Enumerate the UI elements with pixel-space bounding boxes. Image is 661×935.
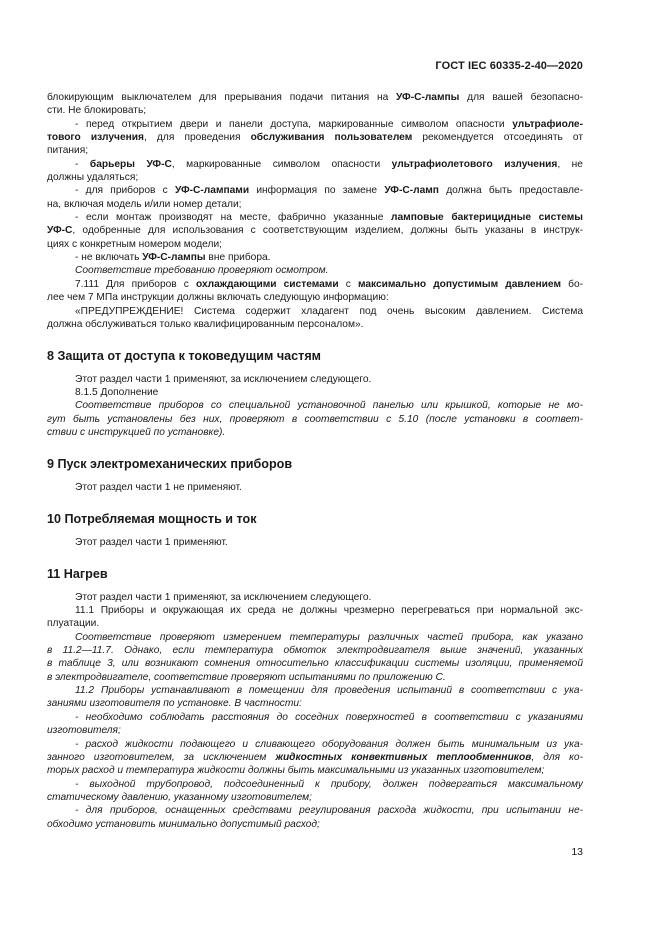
text-segment: рекомендуется отсоединять от	[412, 132, 583, 144]
text-line	[47, 278, 583, 291]
text-line	[47, 804, 583, 817]
text-segment: обслуживания пользователем	[250, 132, 413, 144]
text-segment: должны удаляться;	[47, 172, 139, 184]
text-line	[47, 818, 583, 831]
text-line	[47, 104, 583, 117]
text-line	[47, 171, 583, 184]
text-segment: - не включать	[75, 252, 143, 264]
text-segment: гут быть установлены без них, проверяют в соответствии с 5.10 (после установки в соответ-	[47, 413, 583, 425]
text-line	[47, 671, 583, 684]
text-line	[47, 118, 583, 131]
text-segment: - необходимо соблюдать расстояния до соседних поверхностей в соответствии с указаниями	[75, 711, 583, 723]
paragraph	[47, 158, 583, 185]
text-segment: - перед открытием двери и панели доступа, маркированные символом опасности	[75, 118, 513, 130]
text-segment: на, включая модель и/или номер детали;	[47, 198, 242, 210]
text-segment: должна быть предоставле-	[438, 185, 583, 197]
text-segment: для вашей безопасно-	[459, 92, 583, 103]
paragraph	[47, 118, 583, 158]
page-number: 13	[571, 846, 583, 858]
text-line	[47, 426, 583, 439]
text-segment: «ПРЕДУПРЕЖДЕНИЕ! Система содержит хладагент под очень высоким давлением. Система	[75, 305, 583, 317]
text-line	[47, 657, 583, 670]
text-line	[47, 305, 583, 318]
text-line	[47, 536, 583, 549]
text-line	[47, 697, 583, 710]
text-segment: - для приборов, оснащенных средствами регулирования расхода жидкости, при испытании не-	[75, 805, 583, 817]
text-segment: УФ-С-лампами	[175, 185, 250, 197]
paragraph	[47, 684, 583, 711]
text-segment: УФ-С-лампы	[396, 92, 460, 103]
text-segment: обходимо установить минимально допустимый расход;	[47, 818, 320, 830]
paragraph	[47, 251, 583, 264]
text-segment: ультрафиолетового излучения	[391, 158, 558, 170]
text-segment: - выходной трубопровод, подсоединенный к прибору, должен подвергаться максимальному	[75, 778, 583, 790]
text-segment: 8.1.5 Дополнение	[75, 387, 159, 399]
section-heading: 10 Потребляемая мощность и ток	[47, 511, 257, 526]
paragraph	[47, 278, 583, 305]
paragraph	[47, 591, 583, 604]
text-segment: -	[75, 158, 90, 170]
text-segment: УФ-С	[47, 225, 73, 237]
text-line	[47, 684, 583, 697]
text-segment: заниями изготовителя по установке. В частности:	[47, 698, 302, 710]
text-segment: блокирующим выключателем для прерывания подачи питания на	[47, 92, 397, 103]
section-heading: 9 Пуск электромеханических приборов	[47, 457, 293, 472]
text-segment: максимально допустимым давлением	[357, 278, 561, 290]
text-segment: ультрафиоле-	[512, 118, 583, 130]
document-body	[47, 91, 583, 831]
text-segment: занного изготовителем, за исключением	[47, 751, 276, 763]
text-line	[47, 604, 583, 617]
paragraph	[47, 536, 583, 549]
text-line	[47, 238, 583, 251]
section-heading: 11 Нагрев	[47, 566, 108, 581]
text-line	[47, 211, 583, 224]
text-line	[47, 711, 583, 724]
section-heading: 8 Защита от доступа к токоведущим частям	[47, 348, 321, 363]
text-segment: плуатации.	[47, 618, 100, 630]
text-line	[47, 724, 583, 737]
paragraph	[47, 386, 583, 399]
text-line	[47, 184, 583, 197]
text-segment: 11.2 Приборы устанавливают в помещении для проведения испытаний в соответствии с ука-	[75, 685, 583, 697]
paragraph	[47, 264, 583, 277]
text-segment: сти. Не блокировать;	[47, 105, 147, 117]
text-segment: Этот раздел части 1 применяют, за исключением следующего.	[75, 373, 372, 385]
text-segment: барьеры УФ-С	[89, 158, 172, 170]
text-line	[47, 131, 583, 144]
text-segment: торых расход и температура жидкости должны быть максимальными из указанных изготовителем;	[47, 765, 545, 777]
text-line	[47, 644, 583, 657]
text-segment: , одобренные для использования с соответствующим изделием, должны быть указаны в инструк-	[72, 225, 583, 237]
text-segment: Соответствие проверяют измерением температуры различных частей прибора, как указано	[75, 631, 583, 643]
document-header-title: ГОСТ IEC 60335-2-40—2020	[435, 60, 583, 72]
text-segment: , не	[557, 158, 583, 170]
text-segment: вне прибора.	[205, 252, 271, 264]
text-segment: ламповые бактерицидные системы	[391, 212, 583, 224]
paragraph	[47, 305, 583, 332]
text-line	[47, 413, 583, 426]
text-segment: должна обслуживаться только квалифицированным персоналом».	[47, 318, 364, 330]
text-line	[47, 291, 583, 304]
text-segment: УФ-С-лампы	[142, 252, 206, 264]
text-segment: ствии с инструкцией по установке).	[47, 427, 226, 439]
text-line	[47, 778, 583, 791]
paragraph	[47, 804, 583, 831]
paragraph	[47, 738, 583, 778]
text-segment: информация по замене	[249, 185, 385, 197]
paragraph	[47, 91, 583, 118]
text-line	[47, 373, 583, 386]
paragraph	[47, 184, 583, 211]
text-segment: 11.1 Приборы и окружающая их среда не должны чрезмерно перегреваться при нормальной экс-	[75, 605, 583, 617]
paragraph	[47, 399, 583, 439]
text-segment: УФ-С-ламп	[384, 185, 439, 197]
text-line	[47, 791, 583, 804]
text-segment: циях с конкретным номером модели;	[47, 238, 222, 250]
text-line	[47, 591, 583, 604]
text-segment: в 11.2—11.7. Однако, если температура обмоток электродвигателя выше значений, указанных	[47, 645, 583, 657]
text-line	[47, 386, 583, 399]
text-segment: Соответствие приборов со специальной установочной панелью или крышкой, которые не мо-	[75, 400, 583, 412]
text-line	[47, 631, 583, 644]
text-segment: охлаждающими системами	[196, 278, 339, 290]
text-segment: питания;	[47, 145, 89, 157]
text-segment: Этот раздел части 1 применяют.	[75, 536, 228, 548]
text-line	[47, 198, 583, 211]
text-line	[47, 764, 583, 777]
text-line	[47, 224, 583, 237]
text-line	[47, 738, 583, 751]
text-segment: , для ко-	[531, 751, 583, 763]
text-segment: изготовителя;	[47, 725, 121, 737]
paragraph	[47, 711, 583, 738]
text-line	[47, 617, 583, 630]
text-segment: , маркированные символом опасности	[171, 158, 392, 170]
text-segment: 7.111 Для приборов с	[75, 278, 197, 290]
paragraph	[47, 211, 583, 251]
text-line	[47, 264, 583, 277]
text-line	[47, 144, 583, 157]
text-segment: Этот раздел части 1 применяют, за исключением следующего.	[75, 591, 372, 603]
text-segment: лее чем 7 МПа инструкции должны включать следующую информацию:	[47, 292, 389, 304]
text-line	[47, 91, 583, 104]
text-line	[47, 251, 583, 264]
text-segment: тового излучения	[47, 132, 144, 144]
paragraph	[47, 778, 583, 805]
text-segment: жидкостных конвективных теплообменников	[275, 751, 532, 763]
text-line	[47, 318, 583, 331]
text-segment: в таблице 3, или возникают сомнения относительно классификации системы изоляции, применяемой	[47, 658, 583, 670]
text-segment: в электродвигателе, соответствие проверяют испытаниями по приложению С.	[47, 671, 446, 683]
paragraph	[47, 481, 583, 494]
text-segment: , для проведения	[144, 132, 251, 144]
text-segment: статическому давлению, указанному изготовителем;	[47, 791, 312, 803]
text-line	[47, 158, 583, 171]
text-line	[47, 481, 583, 494]
text-segment: Этот раздел части 1 не применяют.	[75, 481, 242, 493]
text-segment: с	[338, 278, 358, 290]
text-line	[47, 399, 583, 412]
paragraph	[47, 373, 583, 386]
text-segment: - для приборов с	[75, 185, 176, 197]
text-segment: - расход жидкости подающего и сливающего оборудования должен быть минимальным из ука-	[75, 738, 583, 750]
text-line	[47, 751, 583, 764]
paragraph	[47, 604, 583, 631]
text-segment: Соответствие требованию проверяют осмотром.	[75, 265, 329, 277]
paragraph	[47, 631, 583, 684]
text-segment: - если монтаж производят на месте, фабрично указанные	[75, 212, 392, 224]
text-segment: бо-	[561, 278, 583, 290]
